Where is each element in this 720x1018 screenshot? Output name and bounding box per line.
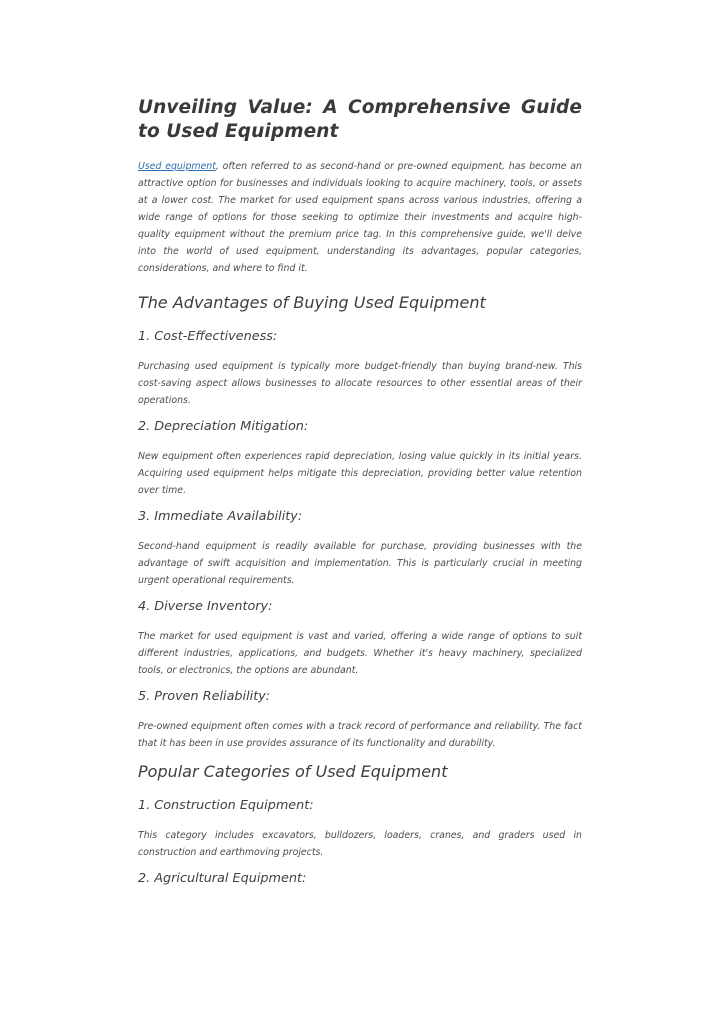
advantage-text-diverse-inventory: The market for used equipment is vast and varied, offering a wide range of options to suit different industries, applications, and budgets. Whether it's heavy machinery, specialized tools, or electronics, the options are abundant. xyxy=(138,631,582,676)
document-page xyxy=(138,96,582,900)
advantage-heading-proven-reliability: 5. Proven Reliability: xyxy=(138,689,271,704)
advantages-heading: The Advantages of Buying Used Equipment xyxy=(138,293,486,312)
category-heading-construction-equipment: 1. Construction Equipment: xyxy=(138,798,314,813)
intro-paragraph xyxy=(138,158,582,277)
advantage-heading-immediate-availability: 3. Immediate Availability: xyxy=(138,509,303,524)
categories-heading: Popular Categories of Used Equipment xyxy=(138,762,448,781)
document-title: Unveiling Value: A Comprehensive Guide to Used Equipment xyxy=(138,97,582,142)
category-text-construction-equipment: This category includes excavators, bulldozers, loaders, cranes, and graders used in construction and earthmoving projects. xyxy=(138,830,582,858)
advantage-text-proven-reliability: Pre-owned equipment often comes with a track record of performance and reliability. The fact that it has been in use provides assurance of its functionality and durability. xyxy=(138,721,582,749)
intro-text: , often referred to as second-hand or pre-owned equipment, has become an attractive option for businesses and individuals looking to acquire machinery, tools, or assets at a lower cost. The market for used equipment spans across various industries, offering a wide range of options for those seeking to optimize their investments and acquire high-quality equipment without the premium price tag. In this comprehensive guide, we'll delve into the world of used equipment, understanding its advantages, popular categories, considerations, and where to find it. xyxy=(138,161,582,274)
advantage-heading-cost-effectiveness: 1. Cost-Effectiveness: xyxy=(138,329,278,344)
advantage-heading-diverse-inventory: 4. Diverse Inventory: xyxy=(138,599,273,614)
advantage-heading-depreciation-mitigation: 2. Depreciation Mitigation: xyxy=(138,419,309,434)
advantage-text-cost-effectiveness: Purchasing used equipment is typically more budget-friendly than buying brand-new. This cost-saving aspect allows businesses to allocate resources to other essential areas of their operations. xyxy=(138,361,582,406)
advantage-text-depreciation-mitigation: New equipment often experiences rapid depreciation, losing value quickly in its initial years. Acquiring used equipment helps mitigate this depreciation, providing better value retention over time. xyxy=(138,451,582,496)
advantage-text-immediate-availability: Second-hand equipment is readily available for purchase, providing businesses with the advantage of swift acquisition and implementation. This is particularly crucial in meeting urgent operational requirements. xyxy=(138,541,582,586)
used-equipment-link[interactable]: Used equipment xyxy=(138,161,216,172)
category-heading-agricultural-equipment: 2. Agricultural Equipment: xyxy=(138,871,307,886)
